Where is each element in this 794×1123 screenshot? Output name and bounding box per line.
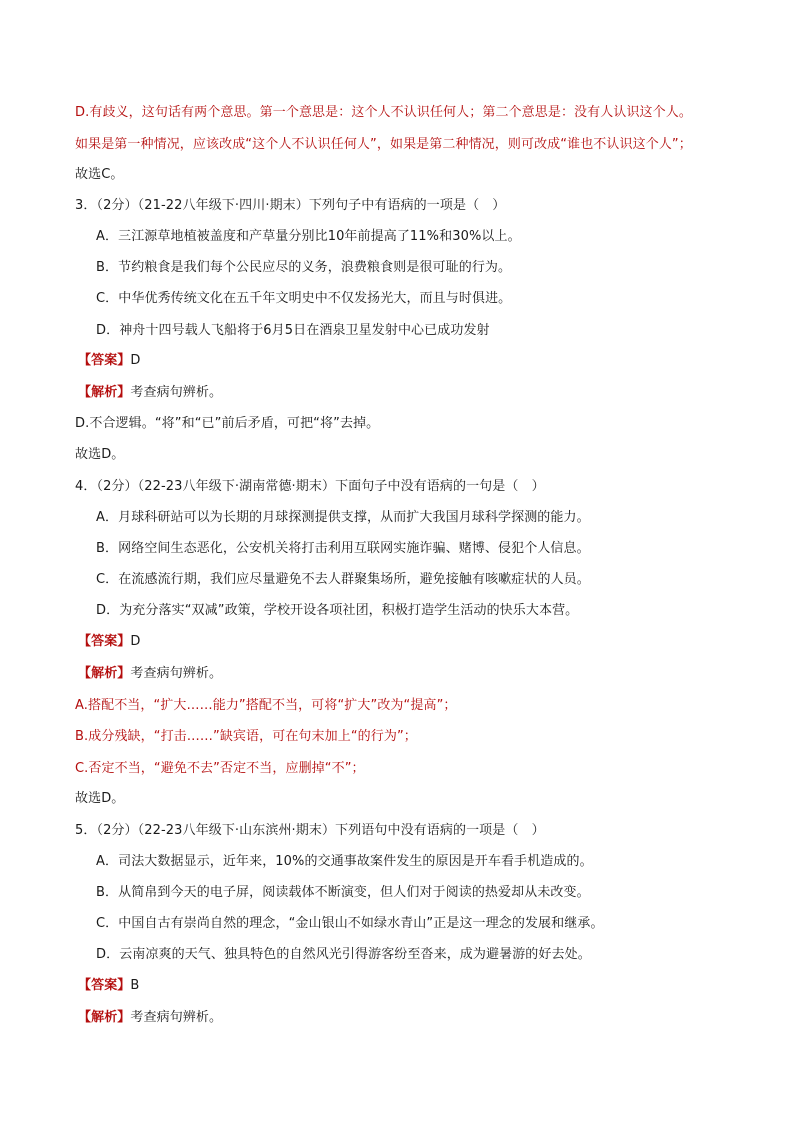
question-stem: 5．（2分）（22-23八年级下·山东滨州·期末）下列语句中没有语病的一项是（ ） bbox=[75, 823, 545, 838]
option-b: B．从简帛到今天的电子屏，阅读载体不断演变，但人们对于阅读的热爱却从未改变。 bbox=[96, 885, 590, 900]
answer-line bbox=[78, 633, 141, 651]
analysis-note: A.搭配不当，“扩大……能力”搭配不当，可将“扩大”改为“提高”； bbox=[75, 698, 457, 713]
option-a: A．月球科研站可以为长期的月球探测提供支撑，从而扩大我国月球科学探测的能力。 bbox=[96, 510, 590, 525]
option-d: D．神舟十四号载人飞船将于6月5日在酒泉卫星发射中心已成功发射 bbox=[96, 323, 490, 338]
conclusion-text: 故选D。 bbox=[75, 447, 125, 462]
option-d: D．云南凉爽的天气、独具特色的自然风光引得游客纷至沓来，成为避暑游的好去处。 bbox=[96, 947, 591, 962]
option-c: C．中华优秀传统文化在五千年文明史中不仅发扬光大，而且与时俱进。 bbox=[96, 291, 512, 306]
option-a: A．三江源草地植被盖度和产草量分别比10年前提高了11%和30%以上。 bbox=[96, 229, 521, 244]
analysis-note: C.否定不当，“避免不去”否定不当，应删掉“不”； bbox=[75, 761, 365, 776]
question-stem: 4．（2分）（22-23八年级下·湖南常德·期末）下面句子中没有语病的一句是（ ） bbox=[75, 479, 545, 494]
answer-label: 【答案】 bbox=[78, 634, 131, 649]
option-b: B．节约粮食是我们每个公民应尽的义务，浪费粮食则是很可耻的行为。 bbox=[96, 260, 512, 275]
analysis-note: D.有歧义，这句话有两个意思。第一个意思是：这个人不认识任何人；第二个意思是：没有人认识这个人。 bbox=[75, 105, 692, 120]
question-stem: 3．（2分）（21-22八年级下·四川·期末）下列句子中有语病的一项是（ ） bbox=[75, 198, 506, 213]
answer-value: B bbox=[130, 978, 140, 993]
analysis-text: 考查病句辨析。 bbox=[130, 1010, 223, 1025]
conclusion-text: 故选C。 bbox=[75, 167, 124, 182]
analysis-line bbox=[78, 1009, 222, 1027]
answer-label: 【答案】 bbox=[78, 353, 131, 368]
answer-line bbox=[78, 977, 139, 995]
analysis-note: D.不合逻辑。“将”和“已”前后矛盾，可把“将”去掉。 bbox=[75, 416, 380, 431]
answer-label: 【答案】 bbox=[78, 978, 131, 993]
option-d: D．为充分落实“双减”政策，学校开设各项社团，积极打造学生活动的快乐大本营。 bbox=[96, 603, 579, 618]
analysis-line bbox=[78, 665, 222, 683]
analysis-text: 考查病句辨析。 bbox=[130, 385, 223, 400]
analysis-note: B.成分残缺，“打击……”缺宾语，可在句末加上“的行为”； bbox=[75, 729, 417, 744]
analysis-label: 【解析】 bbox=[78, 1010, 131, 1025]
analysis-label: 【解析】 bbox=[78, 385, 131, 400]
analysis-label: 【解析】 bbox=[78, 666, 131, 681]
analysis-line bbox=[78, 384, 222, 402]
option-c: C．中国自古有崇尚自然的理念，“金山银山不如绿水青山”正是这一理念的发展和继承。 bbox=[96, 916, 604, 931]
answer-line bbox=[78, 352, 141, 370]
answer-value: D bbox=[130, 353, 141, 368]
option-b: B．网络空间生态恶化，公安机关将打击利用互联网实施诈骗、赌博、侵犯个人信息。 bbox=[96, 541, 590, 556]
answer-value: D bbox=[130, 634, 141, 649]
option-c: C．在流感流行期，我们应尽量避免不去人群聚集场所，避免接触有咳嗽症状的人员。 bbox=[96, 572, 590, 587]
option-a: A．司法大数据显示，近年来，10%的交通事故案件发生的原因是开车看手机造成的。 bbox=[96, 854, 593, 869]
conclusion-text: 故选D。 bbox=[75, 791, 125, 806]
analysis-note: 如果是第一种情况，应该改成“这个人不认识任何人”，如果是第二种情况，则可改成“谁也不认识这个人”； bbox=[75, 137, 692, 152]
analysis-text: 考查病句辨析。 bbox=[130, 666, 223, 681]
